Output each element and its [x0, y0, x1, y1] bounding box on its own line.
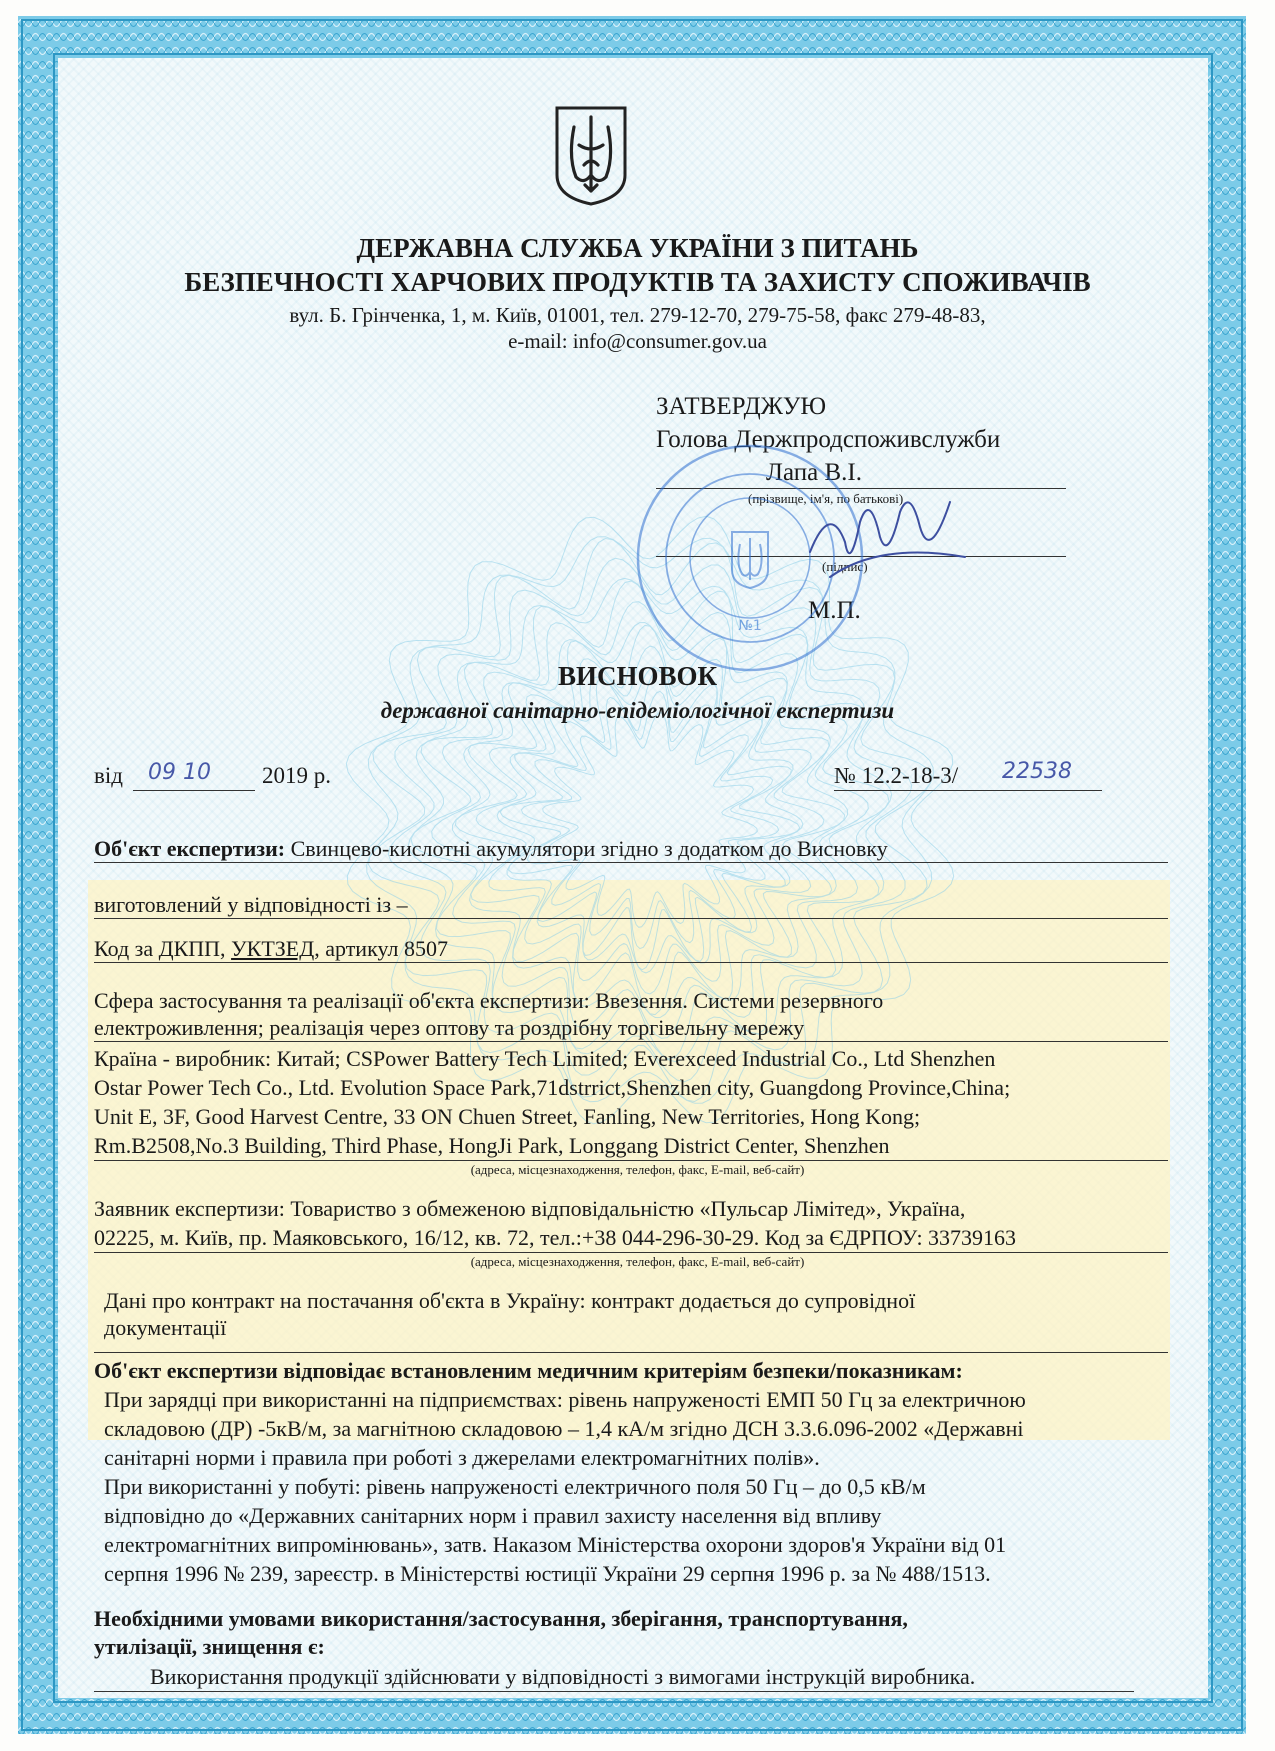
- ukraine-tryzub-icon: [554, 105, 628, 207]
- scope-rule: [94, 1041, 1168, 1042]
- handwritten-signature: [800, 482, 970, 602]
- object-line-rule: [94, 862, 1168, 863]
- stamp-place: М.П.: [808, 597, 861, 624]
- object-value: Свинцево-кислотні акумулятори згідно з додатком до Висновку: [285, 836, 888, 861]
- country-caption: (адреса, місцезнаходження, телефон, факс, E-mail, веб-сайт): [470, 1162, 805, 1177]
- approver-position: Голова Держпродспоживслужби: [656, 426, 1001, 453]
- contract-rule: [94, 1352, 1168, 1353]
- number-line: [834, 790, 1102, 791]
- date-handwritten: 09 10: [148, 760, 211, 785]
- contract-line1: Дані про контракт на постачання об'єкта в Україну: контракт додається до супровідної: [104, 1288, 916, 1313]
- manufactured-rule: [94, 918, 1168, 919]
- criteria-heading: Об'єкт експертизи відповідає встановленим медичним критеріям безпеки/показникам:: [94, 1358, 963, 1383]
- agency-address: вул. Б. Грінченка, 1, м. Київ, 01001, тел. 279-12-70, 279-75-58, факс 279-48-83,: [289, 303, 986, 327]
- document-title: ВИСНОВОК: [557, 661, 718, 691]
- criteria-line: відповідно до «Державних санітарних норм і правил захисту населення від впливу: [104, 1503, 882, 1528]
- date-prefix: від: [94, 763, 123, 788]
- criteria-line: При зарядці при використанні на підприємствах: рівень напруженості ЕМП 50 Гц за електричною: [104, 1387, 1026, 1412]
- contract-line2: документації: [104, 1315, 227, 1340]
- signature-caption: (підпис): [822, 559, 868, 574]
- scope-line1: Сфера застосування та реалізації об'єкта експертизи: Ввезення. Системи резервного: [94, 988, 884, 1013]
- agency-email: e-mail: info@consumer.gov.ua: [508, 329, 767, 353]
- product-code: [94, 936, 448, 962]
- criteria-line: електромагнітних випромінювань», затв. Наказом Міністерства охорони здоров'я України від 01: [104, 1532, 1007, 1557]
- document-subtitle: державної санітарно-епідеміологічної експертизи: [380, 698, 895, 723]
- agency-name-line1: ДЕРЖАВНА СЛУЖБА УКРАЇНИ З ПИТАНЬ: [356, 233, 919, 263]
- conditions-heading2: утилізації, знищення є:: [94, 1634, 325, 1659]
- code-rule: [94, 962, 1168, 963]
- object-line: [94, 836, 888, 862]
- approver-name: Лапа В.І.: [766, 459, 862, 486]
- applicant-caption: (адреса, місцезнаходження, телефон, факс, E-mail, веб-сайт): [470, 1254, 805, 1269]
- conditions-text: Використання продукції здійснювати у відповідності з вимогами інструкцій виробника.: [150, 1664, 976, 1689]
- code-suffix: , артикул 8507: [314, 936, 448, 961]
- scope-line2: електроживлення; реалізація через оптову та роздрібну торгівельну мережу: [94, 1015, 805, 1040]
- code-prefix: Код за ДКПП,: [94, 936, 232, 961]
- country-line3: Unit E, 3F, Good Harvest Centre, 33 ON Chuen Street, Fanling, New Territories, Hong Kong;: [94, 1104, 921, 1129]
- code-uktzed: УКТЗЕД: [231, 936, 315, 961]
- criteria-line: санітарні норми і правила при роботі з джерелами електромагнітних полів».: [104, 1445, 820, 1470]
- seal-number: №1: [738, 618, 762, 634]
- criteria-line: серпня 1996 № 239, зареєстр. в Міністерстві юстиції України 29 серпня 1996 р. за № 488/1513.: [104, 1561, 991, 1586]
- number-handwritten: 22538: [1002, 759, 1072, 784]
- year: 2019 р.: [262, 763, 331, 788]
- conditions-heading1: Необхідними умовами використання/застосування, зберігання, транспортування,: [94, 1606, 908, 1631]
- number-printed: № 12.2-18-3/: [834, 763, 959, 788]
- country-line1: Країна - виробник: Китай; CSPower Battery Tech Limited; Everexceed Industrial Co., Ltd Shenzhen: [94, 1046, 996, 1071]
- manufactured-according: виготовлений у відповідності із –: [94, 892, 408, 917]
- country-rule: [94, 1160, 1168, 1161]
- criteria-line: складовою (ДР) -5кВ/м, за магнітною складовою – 1,4 кА/м згідно ДСН 3.3.6.096-2002 «Державні: [104, 1416, 1024, 1441]
- agency-name-line2: БЕЗПЕЧНОСТІ ХАРЧОВИХ ПРОДУКТІВ ТА ЗАХИСТУ СПОЖИВАЧІВ: [184, 267, 1091, 297]
- applicant-line2: 02225, м. Київ, пр. Маяковського, 16/12, кв. 72, тел.:+38 044-296-30-29. Код за ЄДРПОУ: 33739163: [94, 1225, 1017, 1250]
- object-label: Об'єкт експертизи:: [94, 836, 286, 861]
- criteria-line: При використанні у побуті: рівень напруженості електричного поля 50 Гц – до 0,5 кВ/м: [104, 1474, 926, 1499]
- country-line2: Ostar Power Tech Co., Ltd. Evolution Space Park,71dstrrict,Shenzhen city, Guangdong Province,China;: [94, 1075, 1011, 1100]
- date-line: [133, 790, 255, 791]
- applicant-rule: [94, 1252, 1168, 1253]
- conditions-rule: [94, 1691, 1134, 1692]
- name-caption: (прізвище, ім'я, по батькові): [748, 491, 904, 506]
- country-line4: Rm.B2508,No.3 Building, Third Phase, HongJi Park, Longgang District Center, Shenzhen: [94, 1133, 890, 1158]
- applicant-line1: Заявник експертизи: Товариство з обмеженою відповідальністю «Пульсар Лімітед», Україна,: [94, 1196, 966, 1221]
- approve-word: ЗАТВЕРДЖУЮ: [656, 393, 827, 420]
